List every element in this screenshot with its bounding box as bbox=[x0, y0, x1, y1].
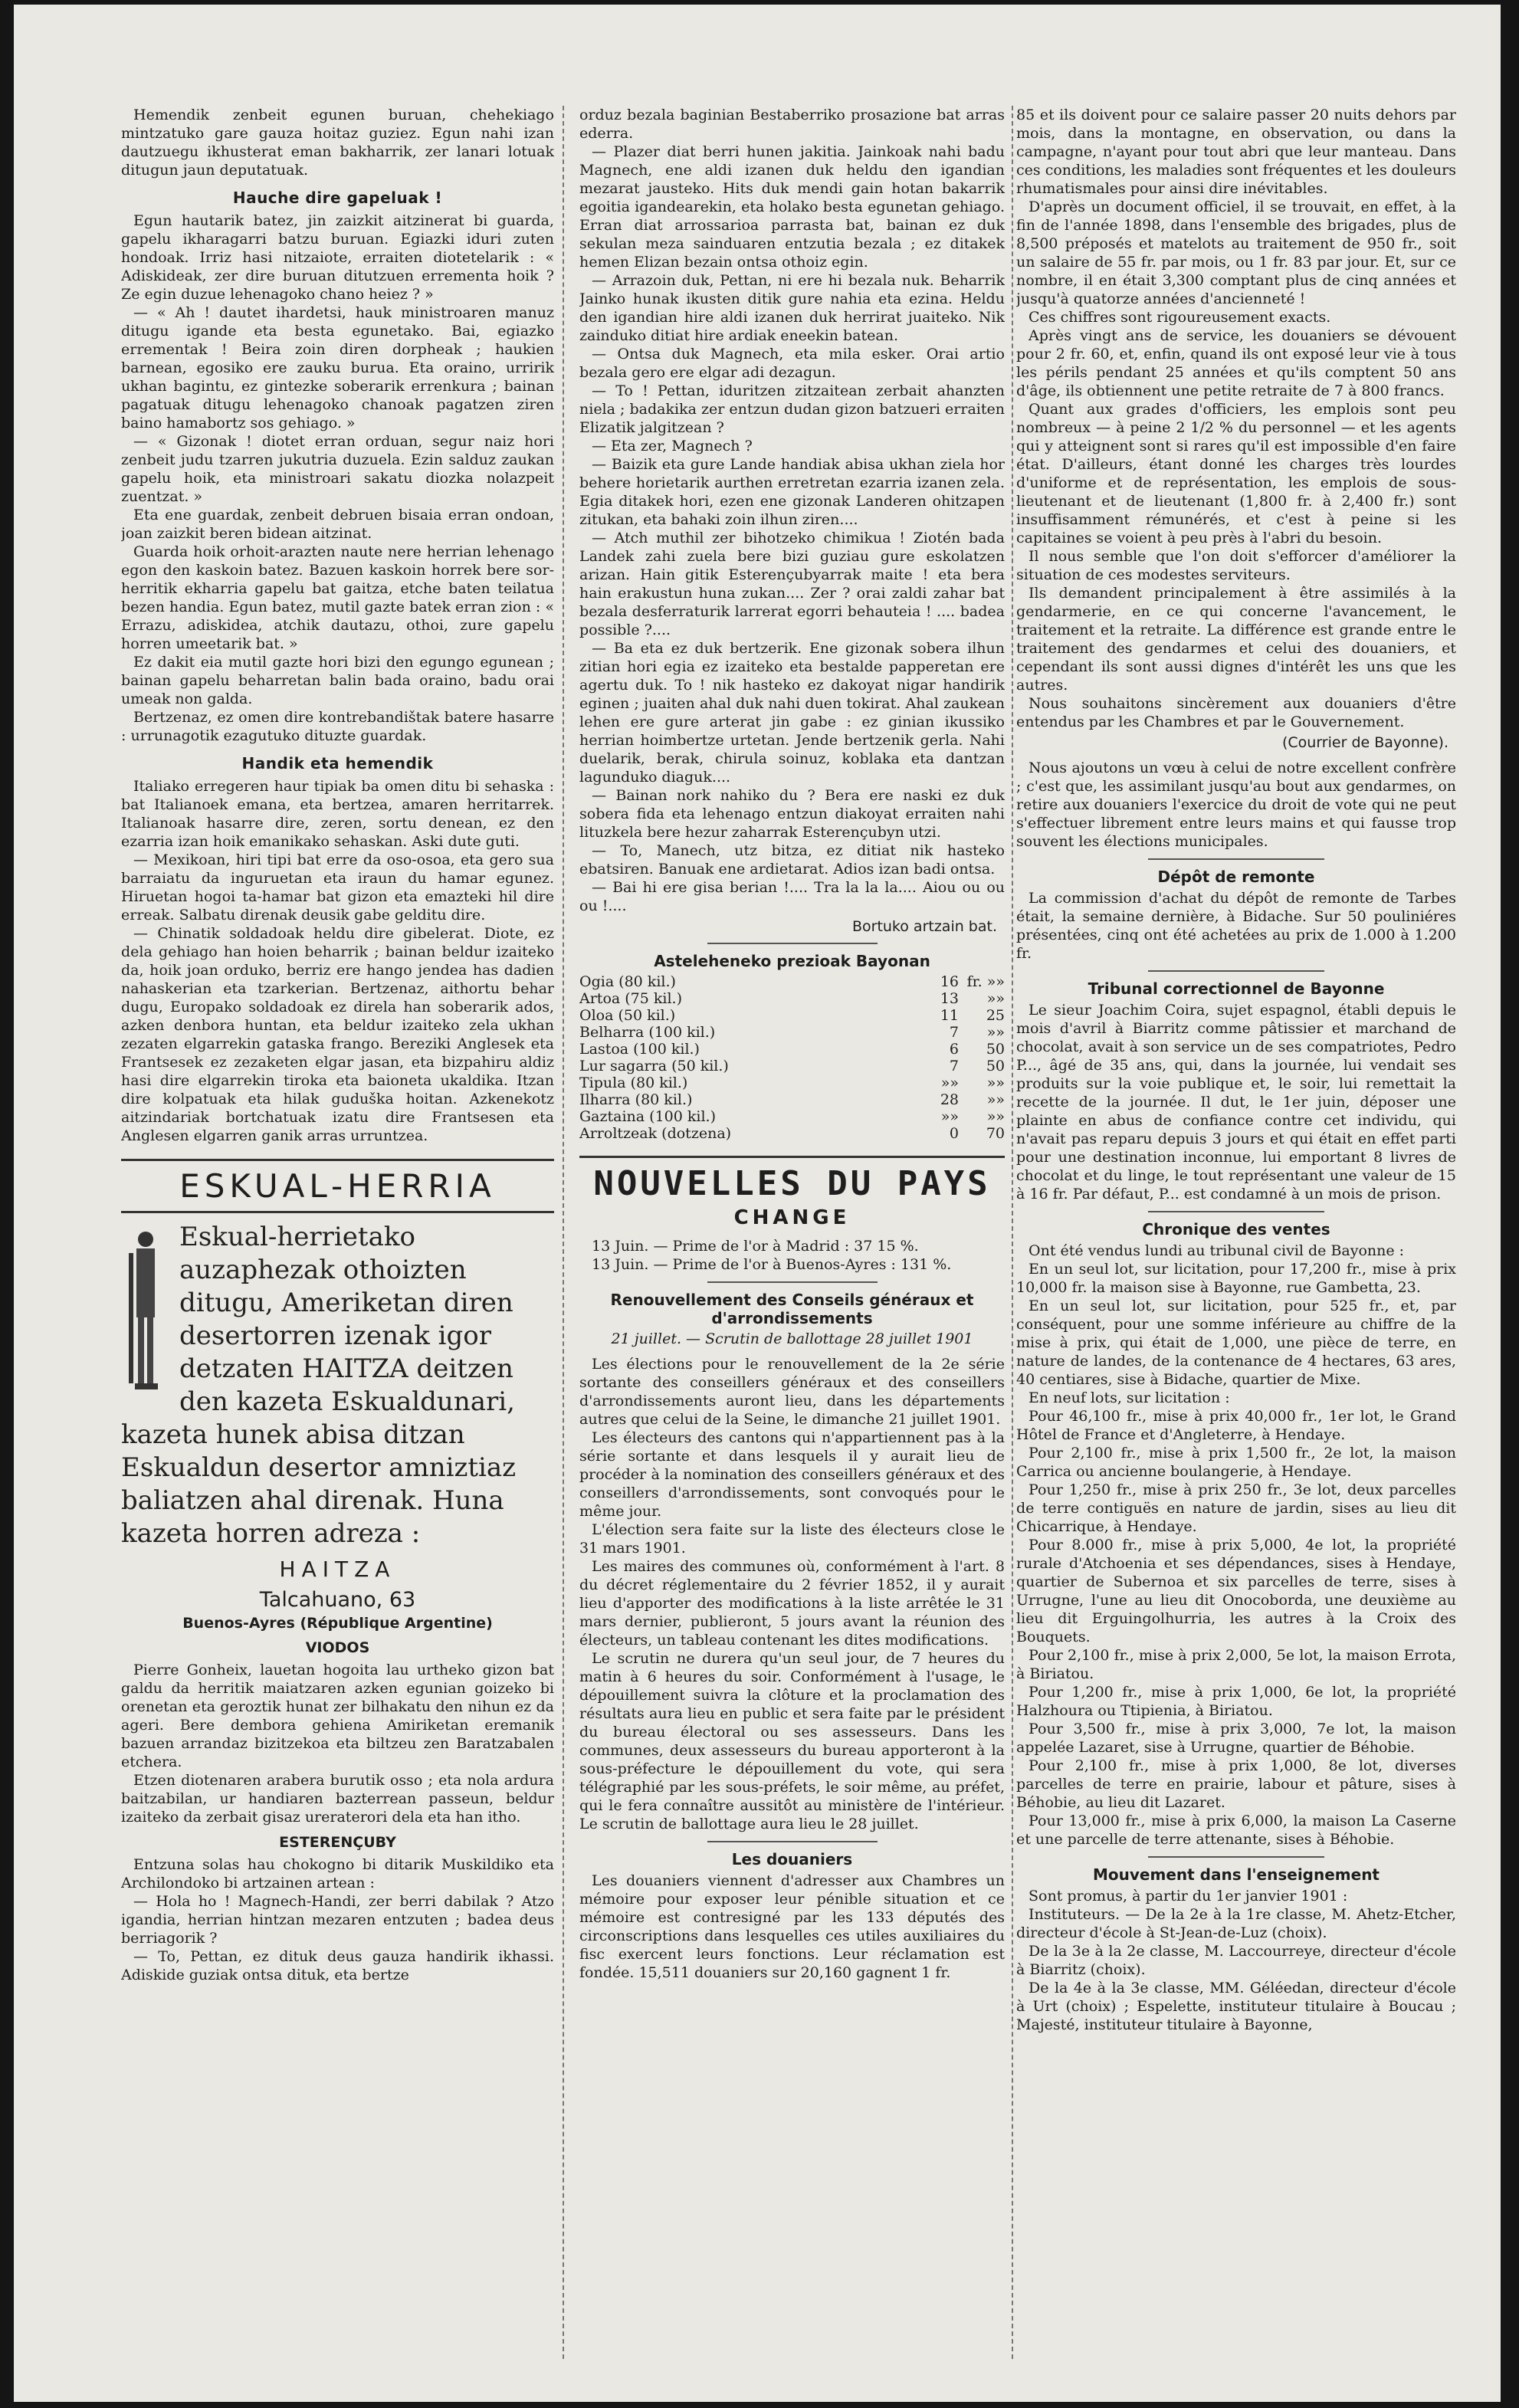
paragraph: Hemendik zenbeit egunen buruan, chehekiago mintzatuko gare gauza hoitaz guziez. Egun nahi izan dautzuegu ikhusterat eman bakharrik, zer lanari lotuak ditugun jaun deputatuak. bbox=[121, 107, 554, 179]
divider bbox=[1148, 1211, 1324, 1212]
table-row: Lur sagarra (50 kil.) 7 50 bbox=[579, 1058, 1005, 1074]
paragraph: — Ba eta ez duk bertzerik. Ene gizonak sobera ilhun zitian hori egia ez izaiteko eta bestalde papperetan ere agertu duk. To ! nik hasteko ez dakoyat nigar handirik eginen ; juaiten ahal duk nahi duen tokirat. Ahal zaukean lehen ere gure arterat jin gabe : ez ginian ikussiko herrian hoimbertze urtetan. Jende bertzenik gerla. Nahi duelarik, berak, chirula soinuz, koblaka eta dantzan lagunduko diaguk.... bbox=[579, 640, 1005, 786]
paragraph: Egun hautarik batez, jin zaizkit aitzinerat bi guarda, gapelu ikharagarri batzu buruan. Egiazki iduri zuten hondoak. Irriz hasi nitzaiote, erraiten diotetelarik : « Adiskideak, zer dire buruan ditutzuen errementa hoik ? Ze egin duzue lehenagoko chano heiez ? » bbox=[121, 212, 554, 303]
section-heading: Mouvement dans l'enseignement bbox=[1093, 1865, 1380, 1884]
paragraph: Le scrutin ne durera qu'un seul jour, de 7 heures du matin à 6 heures du soir. Conformément à l'usage, le dépouillement suivra la clôture et la proclamation des résultats aura lieu en public et sera faite par le président du bureau électoral ou ses assesseurs. Dans les communes, deux assesseurs du bureau apporteront à la sous-préfecture le dépouillement du vote, qui sera télégraphié par les sous-préfets, le soir même, au préfet, qui le fera connaître aussitôt au ministère de l'intérieur. Le scrutin de ballottage aura lieu le 28 juillet. bbox=[579, 1650, 1005, 1832]
table-row: Artoa (75 kil.) 13 »» bbox=[579, 990, 1005, 1007]
paragraph: Pour 2,100 fr., mise à prix 1,000, 8e lot, diverses parcelles de terre en prairie, labour et pâture, sises à Béhobie, au lieu dit Lazaret. bbox=[1016, 1757, 1456, 1811]
paragraph: Pour 46,100 fr., mise à prix 40,000 fr., 1er lot, le Grand Hôtel de France et d'Angleterre, à Hendaye. bbox=[1016, 1408, 1456, 1443]
paragraph: Pour 1,200 fr., mise à prix 1,000, 6e lot, la propriété Halzhoura ou Ttipienia, à Biriatou. bbox=[1016, 1684, 1456, 1719]
table-row: Gaztaina (100 kil.) »» »» bbox=[579, 1108, 1005, 1125]
paragraph: Ces chiffres sont rigoureusement exacts. bbox=[1029, 309, 1331, 326]
paragraph: Après vingt ans de service, les douaniers se dévouent pour 2 fr. 60, et, enfin, quand ils ont exposé leur vie à tous les périls pendant 25 années et qu'ils comptent 50 ans d'âge, ils obtiennent une petite retraite de 7 à 800 francs. bbox=[1016, 327, 1456, 399]
price-table bbox=[579, 973, 1005, 1142]
section-heading: CHANGE bbox=[733, 1206, 851, 1229]
paragraph: — To, Pettan, ez dituk deus gauza handirik ikhassi. Adiskide guziak ontsa dituk, eta bertze bbox=[121, 1948, 554, 1983]
paragraph: Pour 13,000 fr., mise à prix 6,000, la maison La Caserne et une parcelle de terre attenante, sises à Béhobie. bbox=[1016, 1813, 1456, 1848]
table-row: Arroltzeak (dotzena) 0 70 bbox=[579, 1125, 1005, 1142]
paragraph: orduz bezala baginian Bestaberriko prosazione bat arras ederra. bbox=[579, 107, 1005, 142]
paragraph: Pour 8.000 fr., mise à prix 5,000, 4e lot, la propriété rurale d'Atchoenia et ses dépendances, sises à Hendaye, quartier de Subernoa et six parcelles de terre, sises à Urrugne, l'une au lieu dit Onocoborda, une deuxième au lieu dit Erguingolhurria, les autres à la Croix des Bouquets. bbox=[1016, 1537, 1456, 1645]
column-left bbox=[121, 106, 554, 2359]
newspaper-page bbox=[14, 5, 1501, 2402]
paragraph: Pour 3,500 fr., mise à prix 3,000, 7e lot, la maison appelée Lazaret, sise à Urrugne, quartier de Béhobie. bbox=[1016, 1721, 1456, 1756]
nouvelles-du-pays-banner: NOUVELLES DU PAYS bbox=[579, 1156, 1005, 1203]
section-heading: Handik eta hemendik bbox=[241, 754, 434, 773]
paragraph: — Bai hi ere gisa berian !.... Tra la la la.... Aiou ou ou ou !.... bbox=[579, 879, 1005, 914]
section-heading: Tribunal correctionnel de Bayonne bbox=[1088, 979, 1385, 998]
paragraph: — Plazer diat berri hunen jakitia. Jainkoak nahi badu Magnech, ene aldi izanen duk heldu den igandian mezarat jausteko. Hits duk mendi gain hotan bakarrik egoitia igandearekin, eta holako besta egunetan gehiago. Erran diat arrossarioa parrasta bat, bainan ez duk sekulan meza sainduaren entzutia bezala ; ez ditakek hemen Elizan bezain ontsa othoiz egin. bbox=[579, 143, 1005, 271]
shepherd-figure-icon bbox=[121, 1225, 170, 1402]
column-divider bbox=[1012, 106, 1013, 2359]
paragraph: Guarda hoik orhoit-arazten naute nere herrian lehenago egon den kaskoin batez. Bazuen kaskoin horrek bere sor-herritik ekharria gapelu bat gaitza, etche baten teilatua bezen handia. Egun batez, mutil gazte batek erran zion : « Errazu, adiskidea, atchik dautazu, othoi, zure gapelu horren umeetarik bat. » bbox=[121, 543, 554, 652]
signature: Bortuko artzain bat. bbox=[851, 918, 997, 935]
table-row: Ogia (80 kil.) 16 fr. »» bbox=[579, 973, 1005, 990]
paragraph: Pour 1,250 fr., mise à prix 250 fr., 3e lot, deux parcelles de terre contiguës en nature de jardin, sises au lieu dit Chicarrique, à Hendaye. bbox=[1016, 1481, 1456, 1535]
paragraph: Entzuna solas hau chokogno bi ditarik Muskildiko eta Archilondoko bi artzainen artean : bbox=[121, 1856, 554, 1891]
section-heading: VIODOS bbox=[305, 1639, 370, 1656]
paragraph: — Bainan nork nahiko du ? Bera ere naski ez duk sobera fida eta lehenago entzun diakoyat erraiten nahi lituzkela bere hezur zaharrak Esterençubyn utzi. bbox=[579, 787, 1005, 841]
section-heading: Renouvellement des Conseils généraux et d'arrondissements bbox=[610, 1291, 974, 1327]
newspaper-country: Buenos-Ayres (République Argentine) bbox=[182, 1615, 493, 1632]
paragraph: — Atch muthil zer bihotzeko chimikua ! Ziotén bada Landek zahi zuela bere bizi guziau gure eskolatzen arizan. Hain gitik Esterençubyarrak maite ! eta bera hain erakustun huna zukan.... Zer ? orai zaldi zahar bat bezala desferraturik larrerat egorri behauteia ! .... badea possible ?.... bbox=[579, 530, 1005, 638]
paragraph: Etzen diotenaren arabera burutik osso ; eta nola ardura baitzabilan, ur handiaren bazterrean passeun, beldur izaiteko da zerbait gisaz ureraterori dela eta han itho. bbox=[121, 1772, 554, 1826]
paragraph: Pour 2,100 fr., mise à prix 1,500 fr., 2e lot, la maison Carrica ou ancienne boulangerie, à Hendaye. bbox=[1016, 1445, 1456, 1480]
paragraph: — Hola ho ! Magnech-Handi, zer berri dabilak ? Atzo igandia, herrian hintzan mezaren entzuten ; badea deus berriagorik ? bbox=[121, 1893, 554, 1947]
paragraph: Instituteurs. — De la 2e à la 1re classe, M. Ahetz-Etcher, directeur d'école à St-Jean-de-Luz (choix). bbox=[1016, 1906, 1456, 1941]
paragraph: Nous ajoutons un vœu à celui de notre excellent confrère ; c'est que, les assimilant jusqu'au bout aux gendarmes, on retire aux douaniers l'exercice du droit de vote qui ne peut s'effectuer librement entre leurs mains et qui fausse trop souvent les élections municipales. bbox=[1016, 759, 1456, 850]
paragraph: La commission d'achat du dépôt de remonte de Tarbes était, la semaine dernière, à Bidache. Sur 50 pouliniéres présentées, cinq ont été achetées au prix de 1.000 à 1.200 fr. bbox=[1016, 890, 1456, 962]
paragraph: — « Gizonak ! diotet erran orduan, segur naiz hori zenbeit judu tzarren jukutria duzuela. Ezin salduz zaukan gapelu hoik, eta ministroari sakatu diozka nolazpeit zuentzat. » bbox=[121, 433, 554, 505]
column-divider bbox=[563, 106, 564, 2359]
paragraph: — Chinatik soldadoak heldu dire gibelerat. Diote, ez dela gehiago han hoien beharrik ; bainan beldur izaiteko da, hoik joan orduko, berriz ere hango jendea has dadien nahaskerian eta tzarkerian. Bertzenaz, aithortu behar dugu, Europako soldadoak ez direla han soberarik ados, azken denbora huntan, eta beldur izaiteko zela ukhan zezaten elgarrekin gataska frango. Bereziki Anglesek eta Frantsesek ez zezaketen elgar jasan, eta bizpahiru aldiz hasi dire elgarrekin tiroka eta baioneta ukaldika. Itzan dire kolpatuak eta hilak guduška hoitan. Azkenekotz aitzindariak bortchatuak izatu dire Frantsesen eta Anglesen elgarren ganik arras urruntzea. bbox=[121, 925, 554, 1144]
divider bbox=[1148, 970, 1324, 972]
table-row: Tipula (80 kil.) »» »» bbox=[579, 1074, 1005, 1091]
paragraph: Les élections pour le renouvellement de la 2e série sortante des conseillers généraux et des conseillers d'arrondissements auront lieu, dans les départements autres que celui de la Seine, le dimanche 21 juillet 1901. bbox=[579, 1356, 1005, 1428]
section-heading: ESTERENÇUBY bbox=[279, 1834, 396, 1851]
paragraph: Quant aux grades d'officiers, les emplois sont peu nombreux — à peine 2 1/2 % du personnel — et les agents qui y atteignent sont si rares qu'il est impossible d'en faire état. D'ailleurs, étant donné les charges très lourdes d'uniforme et de représentation, les emplois de sous-lieutenant et de lieutenant (1,800 fr. à 2,400 fr.) sont insuffisamment rémunérés, et c'est à peine si les capitaines se voient à peu près à l'abri du besoin. bbox=[1016, 401, 1456, 546]
paragraph: Les douaniers viennent d'adresser aux Chambres un mémoire pour exposer leur pénible situation et ce mémoire est contresigné par les 133 députés des circonscriptions dans lesquelles ces utiles auxiliaires du fisc exercent leurs fonctions. Leur réclamation est fondée. 15,511 douaniers sur 20,160 gagnent 1 fr. bbox=[579, 1872, 1005, 1981]
divider bbox=[707, 943, 878, 944]
paragraph: Les électeurs des cantons qui n'appartiennent pas à la série sortante et dans lesquels il y aurait lieu de procéder à la nomination des conseillers généraux et des conseillers d'arrondissements, sont convoqués pour le même jour. bbox=[579, 1429, 1005, 1520]
divider bbox=[1148, 1856, 1324, 1858]
paragraph: Il nous semble que l'on doit s'efforcer d'améliorer la situation de ces modestes serviteurs. bbox=[1016, 548, 1456, 583]
paragraph: — Mexikoan, hiri tipi bat erre da oso-osoa, eta gero sua barraiatu da inguruetan eta iraun du hamar egunez. Hiruetan hogoi ta-hamar bat gizon eta emazteki hil dire erreak. Salbatu direnak deusik gabe gelditu dire. bbox=[121, 851, 554, 924]
section-heading: Chronique des ventes bbox=[1142, 1220, 1330, 1238]
source-credit: (Courrier de Bayonne). bbox=[1281, 734, 1448, 751]
column-right bbox=[1016, 106, 1456, 2359]
paragraph: Nous souhaitons sincèrement aux douaniers d'être entendus par les Chambres et par le Gouvernement. bbox=[1016, 695, 1456, 730]
desertor-notice bbox=[121, 1221, 554, 1550]
paragraph: Eta ene guardak, zenbeit debruen bisaia erran ondoan, joan zaizkit beren bidean aitzinat. bbox=[121, 507, 554, 542]
paragraph: — « Ah ! dautet ihardetsi, hauk ministroaren manuz ditugu igande eta besta egunetako. Bai, egiazko errementak ! Beira zoin diren dorpheak ; haukien barnean, egosiko ere zauku burua. Eta oraino, urririk ukhan bagintu, ez gintezke soberarik errenkura ; bainan pagatuak ditugu lehenagoko chanoak pagatzen ziren baino hamabortz sos gehiago. » bbox=[121, 304, 554, 431]
section-heading: Hauche dire gapeluak ! bbox=[232, 189, 443, 207]
paragraph: — To ! Pettan, iduritzen zitzaitean zerbait ahanzten niela ; badakika zer entzun dudan gizon batzueri erraiten Elizatik jalgitzean ? bbox=[579, 382, 1005, 436]
election-dates: 21 juillet. — Scrutin de ballottage 28 juillet 1901 bbox=[611, 1330, 973, 1347]
paragraph: Pierre Gonheix, lauetan hogoita lau urtheko gizon bat galdu da herritik maiatzaren azken egunian goizeko bi orenetan eta geroztik hunat zer bilhakatu den nihun ez da ageri. Bere dembora gehiena Amiriketan eremanik bazuen arrandaz bizitzekoa eta biltzeu zen Baratzabalen etchera. bbox=[121, 1662, 554, 1770]
notice-text: Eskual-herrietako auzaphezak othoizten ditugu, Ameriketan diren desertorren izenak igor detzaten HAITZA deitzen den kazeta Eskualdunari, kazeta hunek abisa ditzan Eskualdun desertor amniztiaz baliatzen ahal direnak. Huna kazeta horren adreza : bbox=[121, 1222, 517, 1549]
paragraph: Ont été vendus lundi au tribunal civil de Bayonne : bbox=[1029, 1242, 1405, 1259]
paragraph: Ils demandent principalement à être assimilés à la gendarmerie, en ce qui concerne l'avancement, le traitement et la retraite. La différence est grande entre le traitement des gendarmes et celui des douaniers, et cependant ils sont aussi dignes d'intérêt les uns que les autres. bbox=[1016, 585, 1456, 694]
paragraph: 85 et ils doivent pour ce salaire passer 20 nuits dehors par mois, dans la montagne, en observation, ou dans la campagne, n'ayant pour tout abri que leur manteau. Dans ces conditions, les maladies sont fréquentes et les douleurs rhumatismales pour ainsi dire inévitables. bbox=[1016, 107, 1456, 197]
table-row: Lastoa (100 kil.) 6 50 bbox=[579, 1041, 1005, 1058]
paragraph: Pour 2,100 fr., mise à prix 2,000, 5e lot, la maison Errota, à Biriatou. bbox=[1016, 1647, 1456, 1682]
paragraph: En un seul lot, sur licitation, pour 17,200 fr., mise à prix 10,000 fr. la maison sise à Bayonne, rue Gambetta, 23. bbox=[1016, 1261, 1456, 1296]
paragraph: L'élection sera faite sur la liste des électeurs close le 31 mars 1901. bbox=[579, 1521, 1005, 1557]
paragraph: — Eta zer, Magnech ? bbox=[592, 438, 753, 454]
paragraph: Les maires des communes où, conformément à l'art. 8 du décret réglementaire du 2 février 1852, il y aurait lieu d'apporter des modifications à la liste arrêtée le 31 mars dernier, publieront, 5 jours avant la réunion des électeurs, un tableau contenant les dites modifications. bbox=[579, 1558, 1005, 1649]
paragraph: Bertzenaz, ez omen dire kontrebandištak batere hasarre : urrunagotik ezagutuko dituzte guardak. bbox=[121, 709, 554, 744]
section-heading: Les douaniers bbox=[731, 1850, 853, 1868]
paragraph: De la 3e à la 2e classe, M. Laccourreye, directeur d'école à Biarritz (choix). bbox=[1016, 1943, 1456, 1978]
divider bbox=[707, 1841, 878, 1842]
paragraph: Sont promus, à partir du 1er janvier 1901 : bbox=[1029, 1888, 1348, 1904]
table-row: Ilharra (80 kil.) 28 »» bbox=[579, 1091, 1005, 1108]
section-heading: Dépôt de remonte bbox=[1157, 868, 1315, 886]
paragraph: — Arrazoin duk, Pettan, ni ere hi bezala nuk. Beharrik Jainko hunak ikusten ditik gure nahia eta ezina. Heldu den igandian hire aldi izanen duk herrirat juaiteko. Nik zainduko ditiat hire ardiak eneekin batean. bbox=[579, 272, 1005, 344]
paragraph: 13 Juin. — Prime de l'or à Buenos-Ayres : 131 %. bbox=[592, 1256, 952, 1273]
paragraph: — To, Manech, utz bitza, ez ditiat nik hasteko ebatsiren. Banuak ene ardietarat. Adios izan badi ontsa. bbox=[579, 842, 1005, 878]
paragraph: De la 4e à la 3e classe, MM. Géléedan, directeur d'école à Urt (choix) ; Espelette, instituteur titulaire à Boucau ; Majesté, instituteur titulaire à Bayonne, bbox=[1016, 1980, 1456, 2033]
eskual-herria-banner: ESKUAL-HERRIA bbox=[121, 1159, 554, 1213]
paragraph: Italiako erregeren haur tipiak ba omen ditu bi sehaska : bat Italianoek emana, eta bertzea, amaren herritarrek. Italianoak hasarre dire, zeren, sortu denean, ez den ezarria izan hoik emanikako sehaskan. Aski dute guti. bbox=[121, 778, 554, 850]
table-row: Oloa (50 kil.) 11 25 bbox=[579, 1007, 1005, 1024]
divider bbox=[707, 1281, 878, 1283]
paragraph: — Ontsa duk Magnech, eta mila esker. Orai artio bezala gero ere elgar adi dezagun. bbox=[579, 346, 1005, 381]
table-row: Belharra (100 kil.) 7 »» bbox=[579, 1024, 1005, 1041]
paragraph: En un seul lot, sur licitation, pour 525 fr., et, par conséquent, pour une somme inférieure au chiffre de la mise à prix, qui était de 1,000, une pièce de terre, en nature de landes, de la contenance de 4 hectares, 63 ares, 40 centiares, sise à Bidache, quartier de Mixe. bbox=[1016, 1297, 1456, 1388]
divider bbox=[1148, 858, 1324, 860]
section-heading: Asteleheneko prezioak Bayonan bbox=[654, 952, 930, 970]
paragraph: En neuf lots, sur licitation : bbox=[1029, 1389, 1230, 1406]
paragraph: — Baizik eta gure Lande handiak abisa ukhan ziela hor behere horietarik aurthen erretretan ezarria izanen zela. Egia ditakek hori, ezen ene gizonak Landeren ohitzapen zitukan, eta bahaki zoin ilhun ziren.... bbox=[579, 456, 1005, 528]
newspaper-name: HAITZA bbox=[279, 1557, 396, 1582]
paragraph: D'après un document officiel, il se trouvait, en effet, à la fin de l'année 1898, dans l'ensemble des brigades, plus de 8,500 préposés et matelots au traitement de 950 fr., soit un salaire de 55 fr. par mois, ou 1 fr. 83 par jour. Et, sur ce nombre, il en était 3,300 comptant plus de cinq années et jusqu'à quatorze années d'ancienneté ! bbox=[1016, 198, 1456, 307]
paragraph: 13 Juin. — Prime de l'or à Madrid : 37 15 %. bbox=[592, 1238, 919, 1255]
column-middle bbox=[579, 106, 1005, 2359]
newspaper-address: Talcahuano, 63 bbox=[259, 1588, 416, 1612]
paragraph: Le sieur Joachim Coira, sujet espagnol, établi depuis le mois d'avril à Biarritz comme pâtissier et marchand de chocolat, avait à son service un de ses compatriotes, Pedro P..., âgé de 35 ans, qui, dans la journée, lui vendait ses produits sur la voie publique et, le soir, lui remettait la recette de la journée. Il dut, le 1er juin, déposer une plainte en abus de confiance contre cet individu, qui n'avait pas reparu depuis 3 jours et qui était en effet parti pour une destination inconnue, lui emportant 8 livres de chocolat et du linge, le tout représentant une valeur de 15 à 16 fr. Par défaut, P... est condamné à un mois de prison. bbox=[1016, 1002, 1456, 1202]
paragraph: Ez dakit eia mutil gazte hori bizi den egungo egunean ; bainan gapelu beharretan balin bada oraino, badu orai umeak non galda. bbox=[121, 654, 554, 707]
